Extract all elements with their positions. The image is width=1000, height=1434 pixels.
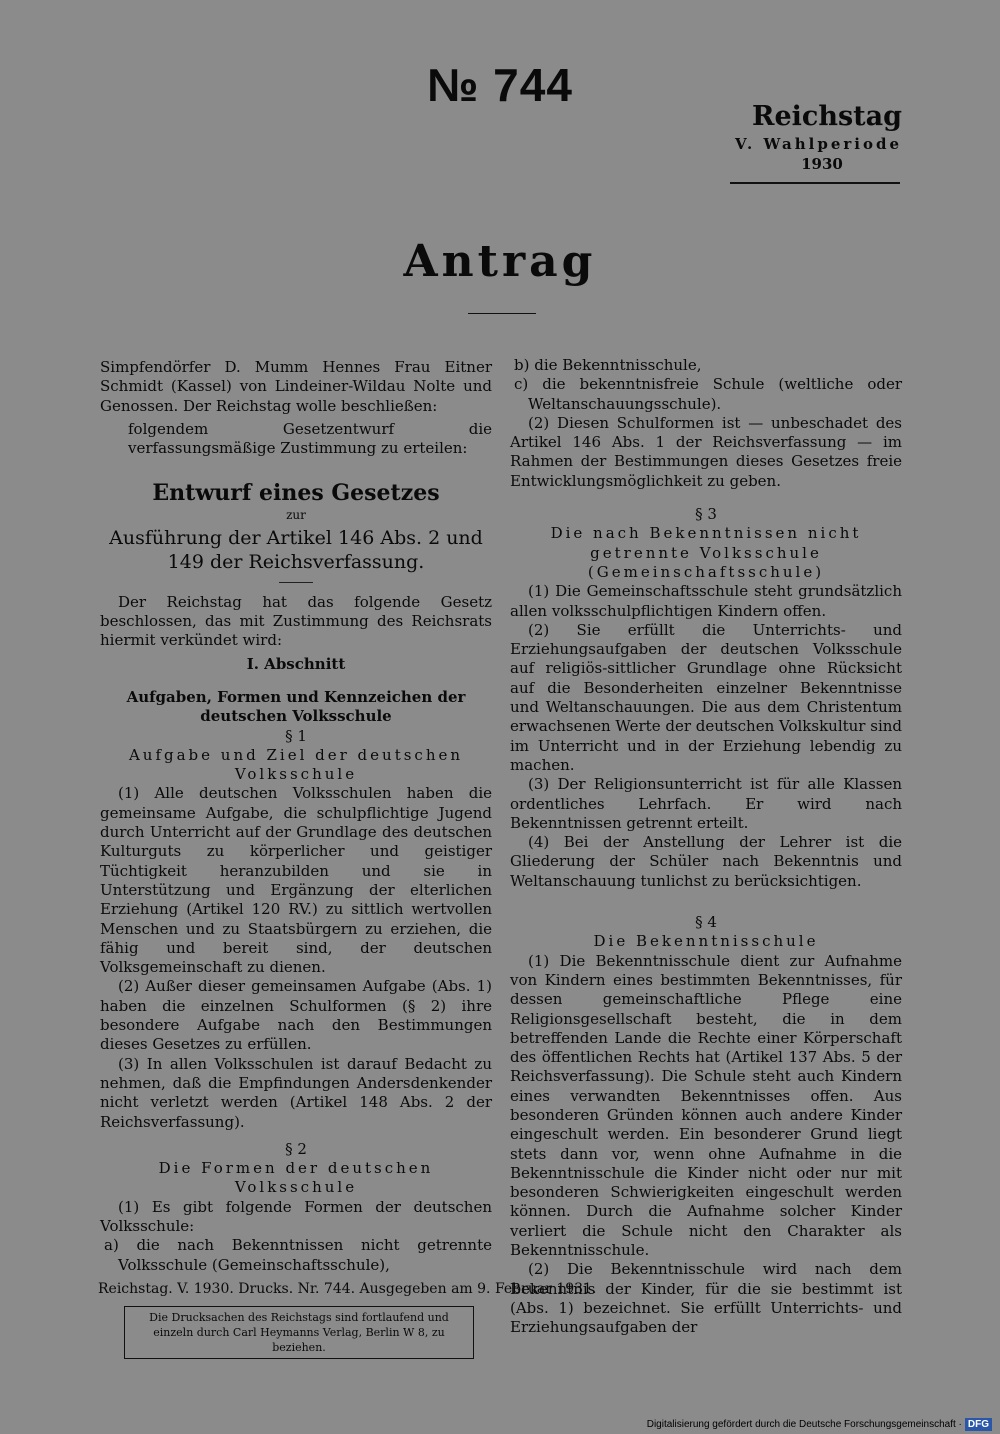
left-column xyxy=(100,358,492,1275)
paragraph-text: (2) Die Bekenntnisschule wird nach dem Bekenntnis der Kinder, für die sie bestimmt ist (Abs. 1) bezeichnet. Sie erfüllt Unterrichts- und Erziehungsaufgaben der xyxy=(510,1260,902,1337)
list-item: b) die Bekenntnisschule, xyxy=(514,356,702,374)
list-item: a) die nach Bekenntnissen nicht getrennte Volksschule (Gemeinschaftsschule), xyxy=(104,1236,492,1274)
paragraph-number: § 1 xyxy=(285,726,307,745)
session-period: V. Wahlperiode xyxy=(735,135,902,153)
session-title: Reichstag xyxy=(752,101,902,132)
draft-subtitle: Ausführung der Artikel 146 Abs. 2 und 149 der Reichsverfassung. xyxy=(109,526,483,573)
paragraph-title: Die Bekenntnisschule xyxy=(593,932,819,951)
paragraph-text: (2) Außer dieser gemeinsamen Aufgabe (Abs. 1) haben die einzelnen Schulformen (§ 2) ihre besondere Aufgabe nach den Bestimmungen dieses Gesetzes zu erfüllen. xyxy=(100,977,492,1054)
paragraph-text: (4) Bei der Anstellung der Lehrer ist die Gliederung der Schüler nach Bekenntnis und Weltanschauung tunlichst zu berücksichtigen. xyxy=(510,833,902,890)
divider xyxy=(279,582,313,583)
motion-resolution: folgendem Gesetzentwurf die verfassungsmäßige Zustimmung zu erteilen: xyxy=(128,419,492,458)
paragraph-title: Aufgabe und Ziel der deutschen Volksschule xyxy=(128,745,464,784)
session-year: 1930 xyxy=(801,155,843,173)
credit-text: Digitalisierung gefördert durch die Deutsche Forschungsgemeinschaft · xyxy=(646,1419,962,1430)
paragraph-title: Die Formen der deutschen Volksschule xyxy=(158,1159,434,1197)
paragraph-text: (3) Der Religionsunterricht ist für alle Klassen ordentliches Lehrfach. Er wird nach Bekenntnissen getrennt erteilt. xyxy=(510,775,902,832)
paragraph-title: Die nach Bekenntnissen nicht getrennte Volksschule (Gemeinschaftsschule) xyxy=(550,524,862,581)
paragraph-text: (3) In allen Volksschulen ist darauf Bedacht zu nehmen, daß die Empfindungen Andersdenkender nicht verletzt werden (Artikel 148 Abs. 2 der Reichsverfassung). xyxy=(100,1054,492,1131)
draft-zur: zur xyxy=(286,508,306,523)
print-footer: Reichstag. V. 1930. Drucks. Nr. 744. Ausgegeben am 9. Februar 1931. xyxy=(98,1281,597,1297)
section-title: Aufgaben, Formen und Kennzeichen der deutschen Volksschule xyxy=(126,687,466,726)
digitization-credit xyxy=(647,1418,992,1431)
document-type-title: Antrag xyxy=(403,236,597,287)
paragraph-number: § 3 xyxy=(695,505,717,524)
document-number: № 744 xyxy=(427,59,573,111)
dfg-logo: DFG xyxy=(965,1418,992,1431)
enactment-formula: Der Reichstag hat das folgende Gesetz beschlossen, das mit Zustimmung des Reichsrats hiermit verkündet wird: xyxy=(100,592,492,650)
distribution-notice: Die Drucksachen des Reichstags sind fortlaufend und einzeln durch Carl Heymanns Verlag, Berlin W 8, zu beziehen. xyxy=(124,1306,474,1359)
paragraph-number: § 4 xyxy=(695,913,717,932)
paragraph-number: § 2 xyxy=(285,1139,307,1158)
list-item: c) die bekenntnisfreie Schule (weltliche oder Weltanschauungsschule). xyxy=(514,375,902,413)
session-divider xyxy=(730,182,900,184)
motion-intro: Simpfendörfer D. Mumm Hennes Frau Eitner Schmidt (Kassel) von Lindeiner-Wildau Nolte und Genossen. Der Reichstag wolle beschließen: xyxy=(100,358,492,415)
paragraph-text: (2) Sie erfüllt die Unterrichts- und Erziehungsaufgaben der deutschen Volksschule auf religiös-sittlicher Grundlage ohne Rücksicht auf die Besonderheiten einzelner Bekenntnisse und Weltanschauungen. Die aus dem Christentum erwachsenen Werte der deutschen Volkskultur sind im Unterricht und in der Erziehung lebendig zu machen. xyxy=(510,620,902,774)
paragraph-text: (1) Es gibt folgende Formen der deutschen Volksschule: xyxy=(100,1197,492,1235)
paragraph-text: (1) Die Bekenntnisschule dient zur Aufnahme von Kindern eines bestimmten Bekenntnisses, für dessen gemeinschaftliche Pflege eine Religionsgesellschaft besteht, die in dem betreffenden Lande die Rechte einer Körperschaft des öffentlichen Rechts hat (Artikel 137 Abs. 5 der Reichsverfassung). Die Schule steht auch Kindern eines verwandten Bekenntnisses offen. Aus besonderen Gründen können auch andere Kinder eingeschult werden. Ein besonderer Grund liegt stets dann vor, wenn ohne Aufnahme in die Bekenntnisschule die Kinder nicht oder nur mit besonderen Schwierigkeiten eingeschult werden können. Durch die Aufnahme solcher Kinder verliert die Schule nicht den Charakter als Bekenntnisschule. xyxy=(510,951,902,1260)
paragraph-text: (1) Alle deutschen Volksschulen haben die gemeinsame Aufgabe, die schulpflichtige Jugend durch Unterricht auf der Grundlage des deutschen Kulturguts zu körperlicher und geistiger Tüchtigkeit heranzubilden und sie in Unterstützung und Ergänzung der elterlichen Erziehung (Artikel 120 RV.) zu sittlich wertvollen Menschen und zu Staatsbürgern zu erziehen, die fähig und bereit sind, der deutschen Volksgemeinschaft zu dienen. xyxy=(100,784,492,977)
section-heading: I. Abschnitt xyxy=(246,654,346,673)
session-block xyxy=(702,100,902,174)
right-column xyxy=(510,356,902,1338)
title-divider xyxy=(468,313,536,314)
paragraph-text: (2) Diesen Schulformen ist — unbeschadet des Artikel 146 Abs. 1 der Reichsverfassung — im Rahmen der Bestimmungen dieses Gesetzes freie Entwicklungsmöglichkeit zu geben. xyxy=(510,413,902,490)
draft-title: Entwurf eines Gesetzes xyxy=(152,480,440,507)
paragraph-text: (1) Die Gemeinschaftsschule steht grundsätzlich allen volksschulpflichtigen Kindern offen. xyxy=(510,582,902,620)
